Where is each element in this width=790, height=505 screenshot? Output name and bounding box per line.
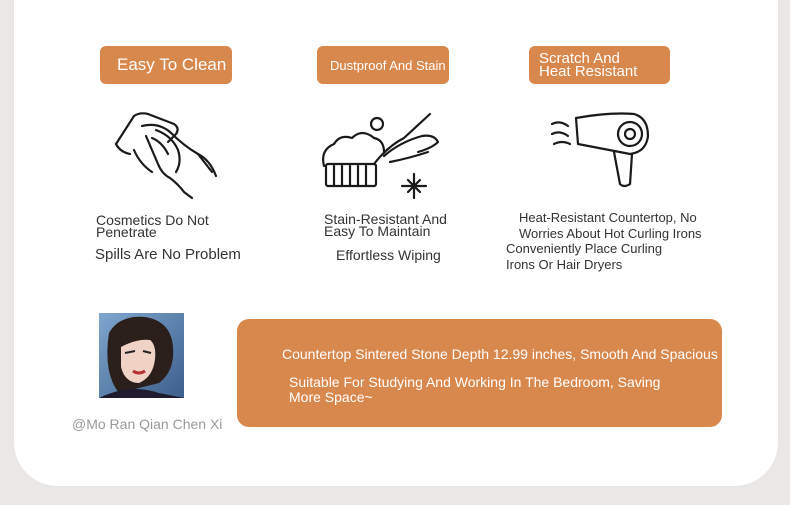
brush-cleaning-icon <box>318 110 446 200</box>
badge-scratch-heat <box>529 46 670 84</box>
feature-subtitle: Spills Are No Problem <box>95 246 241 263</box>
badge-label: Heat Resistant <box>539 63 638 80</box>
hair-dryer-icon <box>550 110 650 190</box>
badge-label: Easy To Clean <box>117 55 227 74</box>
badge-dustproof <box>317 46 504 84</box>
avatar <box>99 313 184 398</box>
feature-desc: Stain-Resistant And Easy To Maintain <box>324 211 447 239</box>
user-handle[interactable]: @Mo Ran Qian Chen Xi <box>72 416 223 432</box>
hand-wiping-icon <box>112 110 220 202</box>
feature-desc: Cosmetics Do Not Penetrate <box>96 212 209 240</box>
badge-easy-to-clean <box>100 46 232 84</box>
info-panel <box>237 319 722 427</box>
badge-label: Dustproof And Stain Resistant <box>330 57 504 73</box>
feature-desc: Heat-Resistant Countertop, No Worries About Hot Curling Irons Conveniently Place Curling Irons Or Hair Dryers <box>506 210 702 272</box>
info-line-depth: Countertop Sintered Stone Depth 12.99 inches, Smooth And Spacious <box>282 346 718 362</box>
badge-label: Scratch And <box>539 50 620 67</box>
info-line-usage: Suitable For Studying And Working In The Bedroom, Saving More Space~ <box>289 374 661 405</box>
feature-subtitle: Effortless Wiping <box>336 247 441 263</box>
